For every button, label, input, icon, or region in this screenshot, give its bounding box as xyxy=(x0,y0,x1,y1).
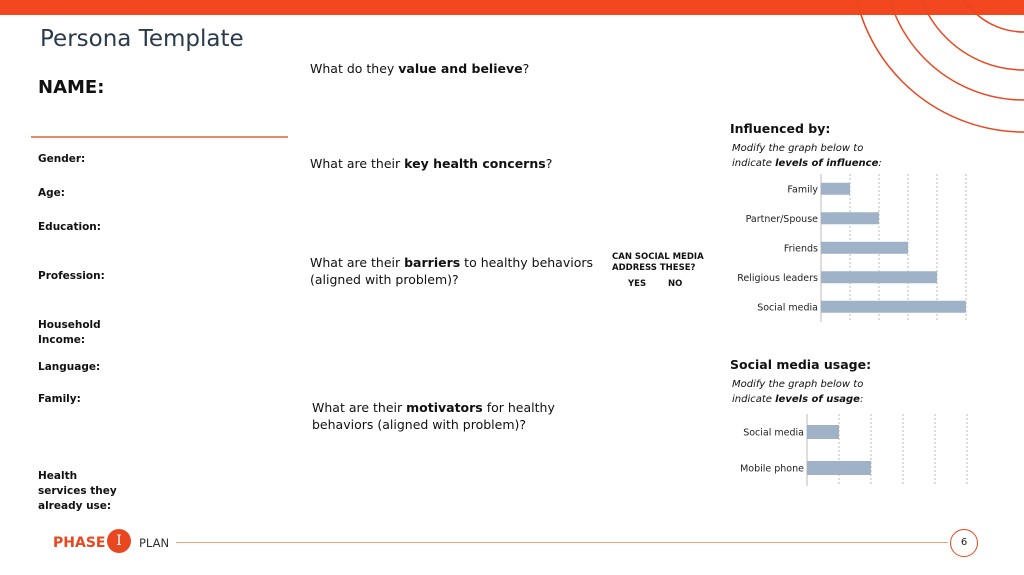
field-gender: Gender: xyxy=(38,153,86,165)
field-household-income: Household Income: xyxy=(38,319,101,346)
category-label: Friends xyxy=(783,243,818,255)
category-label: Religious leaders xyxy=(737,272,818,284)
footer-divider xyxy=(176,542,948,543)
category-label: Social media xyxy=(757,302,818,314)
category-label: Family xyxy=(787,184,818,196)
category-label: Social media xyxy=(743,427,804,439)
phase-name: PLAN xyxy=(139,536,170,550)
influence-hint: Modify the graph below to indicate levels of influence: xyxy=(732,143,882,169)
field-profession: Profession: xyxy=(38,270,105,282)
arc-2 xyxy=(914,0,1024,70)
bar-mobile-phone xyxy=(807,461,871,475)
no-option[interactable]: NO xyxy=(668,279,683,289)
usage-hint: Modify the graph below to indicate levels of usage: xyxy=(732,379,864,405)
question-concerns: What are their key health concerns? xyxy=(310,156,553,171)
usage-chart xyxy=(725,410,985,490)
bar-partner-spouse xyxy=(821,212,879,224)
decorative-arcs xyxy=(800,0,1024,160)
name-divider xyxy=(31,136,288,138)
page-number: 6 xyxy=(950,529,978,557)
phase-number-badge: I xyxy=(107,529,131,553)
field-family: Family: xyxy=(38,393,81,405)
category-label: Partner/Spouse xyxy=(745,213,818,225)
bar-family xyxy=(821,183,850,195)
name-label: NAME: xyxy=(38,77,105,98)
arc-4 xyxy=(852,0,1024,132)
arc-1 xyxy=(952,0,1024,32)
bar-social-media xyxy=(807,425,839,439)
field-language: Language: xyxy=(38,361,101,373)
phase-label: PHASE xyxy=(53,535,106,551)
influence-chart xyxy=(725,172,985,324)
field-health-services: Health services they already use: xyxy=(38,470,117,512)
question-values: What do they value and believe? xyxy=(310,61,530,76)
bar-social-media xyxy=(821,301,966,313)
question-motivators: What are their motivators for healthy behaviors (aligned with problem)? xyxy=(312,400,555,432)
page-title: Persona Template xyxy=(40,26,244,52)
bar-religious-leaders xyxy=(821,271,937,283)
question-barriers: What are their barriers to healthy behaviors (aligned with problem)? xyxy=(310,255,594,287)
field-education: Education: xyxy=(38,221,101,233)
bar-friends xyxy=(821,242,908,254)
yes-option[interactable]: YES xyxy=(628,279,647,289)
usage-title: Social media usage: xyxy=(730,357,872,372)
field-age: Age: xyxy=(38,187,65,199)
social-media-question: CAN SOCIAL MEDIA ADDRESS THESE? xyxy=(612,252,704,273)
category-label: Mobile phone xyxy=(740,463,804,475)
influence-title: Influenced by: xyxy=(730,121,831,136)
